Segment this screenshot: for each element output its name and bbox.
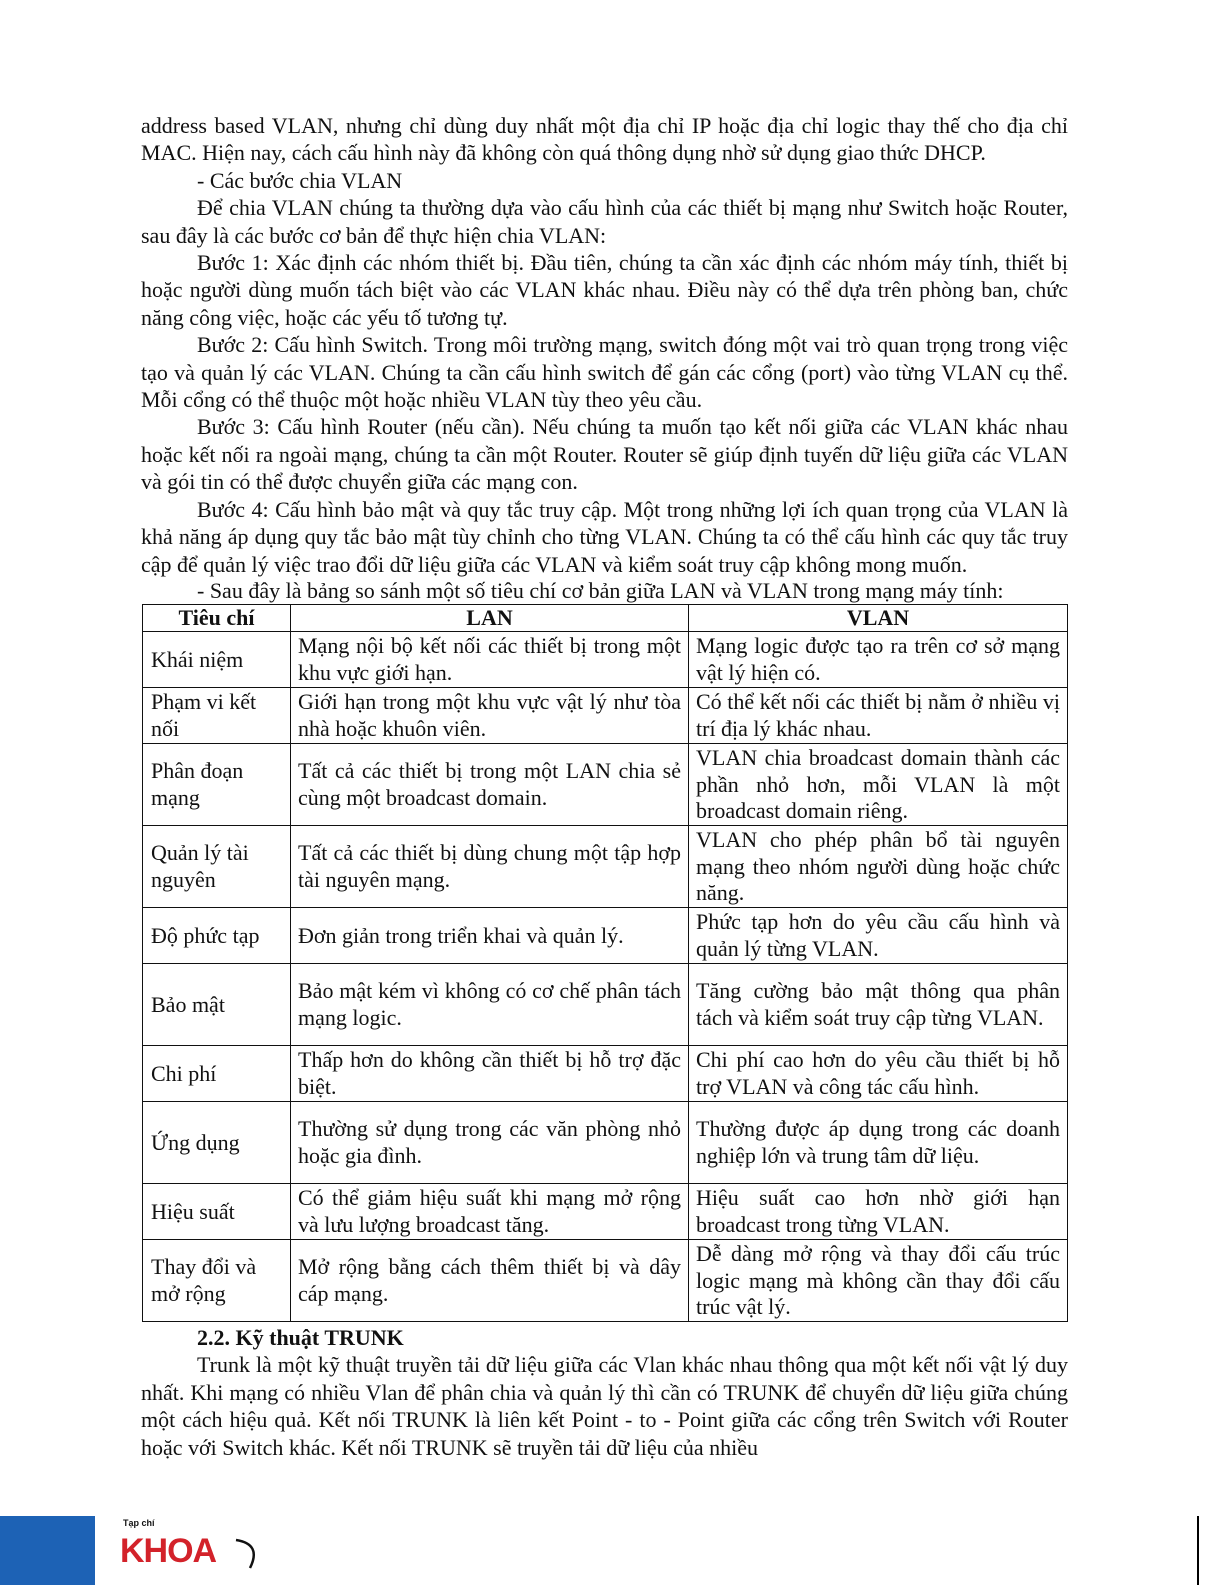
document-page	[141, 112, 1068, 1461]
paragraph-step-1: Bước 1: Xác định các nhóm thiết bị. Đầu tiên, chúng ta cần xác định các nhóm máy tính, thiết bị hoặc người dùng muốn tách biệt vào các VLAN khác nhau. Điều này có thể dựa trên phòng ban, chức năng công việc, hoặc các yếu tố tương tự.	[141, 250, 1068, 330]
cell-lan: Có thể giảm hiệu suất khi mạng mở rộng và lưu lượng broadcast tăng.	[291, 1184, 689, 1240]
cell-criteria: Phân đoạn mạng	[143, 744, 291, 826]
table-row	[143, 744, 1068, 826]
table-caption: - Sau đây là bảng so sánh một số tiêu chí cơ bản giữa LAN và VLAN trong mạng máy tính:	[197, 577, 1004, 603]
cell-vlan: Phức tạp hơn do yêu cầu cấu hình và quản lý từng VLAN.	[689, 908, 1068, 964]
table-row	[143, 908, 1068, 964]
cell-vlan: Mạng logic được tạo ra trên cơ sở mạng vật lý hiện có.	[689, 632, 1068, 688]
page-footer	[0, 1516, 1225, 1585]
cell-vlan: Tăng cường bảo mật thông qua phân tách và kiểm soát truy cập từng VLAN.	[689, 964, 1068, 1046]
cell-criteria: Hiệu suất	[143, 1184, 291, 1240]
cell-vlan: Chi phí cao hơn do yêu cầu thiết bị hỗ trợ VLAN và công tác cấu hình.	[689, 1046, 1068, 1102]
table-row	[143, 1102, 1068, 1184]
cell-criteria: Chi phí	[143, 1046, 291, 1102]
cell-lan: Mạng nội bộ kết nối các thiết bị trong một khu vực giới hạn.	[291, 632, 689, 688]
cell-lan: Tất cả các thiết bị dùng chung một tập hợp tài nguyên mạng.	[291, 826, 689, 908]
journal-logo-arc-icon	[232, 1534, 272, 1574]
paragraph-step-3: Bước 3: Cấu hình Router (nếu cần). Nếu chúng ta muốn tạo kết nối giữa các VLAN khác nhau hoặc kết nối ra ngoài mạng, chúng ta cần một Router. Router sẽ giúp định tuyến dữ liệu giữa các VLAN và gói tin có thể được chuyển giữa các mạng con.	[141, 414, 1068, 495]
table-row	[143, 688, 1068, 744]
header-lan: LAN	[291, 604, 689, 632]
lan-vlan-comparison-table	[142, 604, 1068, 1323]
paragraph-vlan-ip-based: address based VLAN, nhưng chỉ dùng duy nhất một địa chỉ IP hoặc địa chỉ logic thay thế cho địa chỉ MAC. Hiện nay, cách cấu hình này đã không còn quá thông dụng nhờ sử dụng giao thức DHCP.	[141, 113, 1068, 166]
cell-vlan: Dễ dàng mở rộng và thay đổi cấu trúc logic mạng mà không cần thay đổi cấu trúc vật lý.	[689, 1240, 1068, 1322]
cell-criteria: Độ phức tạp	[143, 908, 291, 964]
paragraph-trunk: Trunk là một kỹ thuật truyền tải dữ liệu giữa các Vlan khác nhau thông qua một kết nối vật lý duy nhất. Khi mạng có nhiều Vlan để phân chia và quản lý thì cần có TRUNK để chuyển dữ liệu giữa chúng một cách hiệu quả. Kết nối TRUNK là liên kết Point - to - Point giữa các cổng trên Switch với Router hoặc với Switch khác. Kết nối TRUNK sẽ truyền tải dữ liệu của nhiều	[141, 1352, 1068, 1460]
paragraph-step-2: Bước 2: Cấu hình Switch. Trong môi trường mạng, switch đóng một vai trò quan trọng trong việc tạo và quản lý các VLAN. Chúng ta cần cấu hình switch để gán các cổng (port) vào từng VLAN cụ thể. Mỗi cổng có thể thuộc một hoặc nhiều VLAN tùy theo yêu cầu.	[141, 332, 1068, 413]
table-row	[143, 826, 1068, 908]
table-row	[143, 1184, 1068, 1240]
cell-lan: Bảo mật kém vì không có cơ chế phân tách mạng logic.	[291, 964, 689, 1046]
cell-criteria: Thay đổi và mở rộng	[143, 1240, 291, 1322]
cell-lan: Thấp hơn do không cần thiết bị hỗ trợ đặc biệt.	[291, 1046, 689, 1102]
header-vlan: VLAN	[689, 604, 1068, 632]
cell-vlan: Hiệu suất cao hơn nhờ giới hạn broadcast trong từng VLAN.	[689, 1184, 1068, 1240]
table-header-row	[143, 604, 1068, 632]
table-row	[143, 964, 1068, 1046]
table-row	[143, 632, 1068, 688]
cell-criteria: Ứng dụng	[143, 1102, 291, 1184]
journal-logo-caption: Tạp chí	[123, 1518, 155, 1528]
cell-lan: Giới hạn trong một khu vực vật lý như tòa nhà hoặc khuôn viên.	[291, 688, 689, 744]
paragraph-vlan-steps-intro: Để chia VLAN chúng ta thường dựa vào cấu hình của các thiết bị mạng như Switch hoặc Router, sau đây là các bước cơ bản để thực hiện chia VLAN:	[141, 195, 1068, 248]
cell-vlan: Thường được áp dụng trong các doanh nghiệp lớn và trung tâm dữ liệu.	[689, 1102, 1068, 1184]
cell-lan: Mở rộng bằng cách thêm thiết bị và dây cáp mạng.	[291, 1240, 689, 1322]
cell-criteria: Phạm vi kết nối	[143, 688, 291, 744]
table-row	[143, 1046, 1068, 1102]
cell-criteria: Quản lý tài nguyên	[143, 826, 291, 908]
table-row	[143, 1240, 1068, 1322]
footer-color-bar	[0, 1516, 95, 1585]
cell-vlan: Có thể kết nối các thiết bị nằm ở nhiều vị trí địa lý khác nhau.	[689, 688, 1068, 744]
cell-lan: Tất cả các thiết bị trong một LAN chia sẻ cùng một broadcast domain.	[291, 744, 689, 826]
cell-vlan: VLAN cho phép phân bổ tài nguyên mạng theo nhóm người dùng hoặc chức năng.	[689, 826, 1068, 908]
cell-vlan: VLAN chia broadcast domain thành các phần nhỏ hơn, mỗi VLAN là một broadcast domain riêng.	[689, 744, 1068, 826]
header-criteria: Tiêu chí	[143, 604, 291, 632]
section-heading: 2.2. Kỹ thuật TRUNK	[197, 1325, 404, 1351]
journal-logo-text: KHOA	[120, 1532, 217, 1570]
cell-criteria: Bảo mật	[143, 964, 291, 1046]
cell-lan: Đơn giản trong triển khai và quản lý.	[291, 908, 689, 964]
paragraph-step-4: Bước 4: Cấu hình bảo mật và quy tắc truy cập. Một trong những lợi ích quan trọng của VLAN là khả năng áp dụng quy tắc bảo mật tùy chỉnh cho từng VLAN. Chúng ta có thể cấu hình các quy tắc truy cập để quản lý việc trao đổi dữ liệu giữa các VLAN và kiểm soát truy cập không mong muốn.	[141, 496, 1068, 577]
paragraph-vlan-steps-heading: - Các bước chia VLAN	[197, 167, 403, 193]
cell-criteria: Khái niệm	[143, 632, 291, 688]
cell-lan: Thường sử dụng trong các văn phòng nhỏ hoặc gia đình.	[291, 1102, 689, 1184]
footer-edge-line	[1197, 1516, 1199, 1585]
